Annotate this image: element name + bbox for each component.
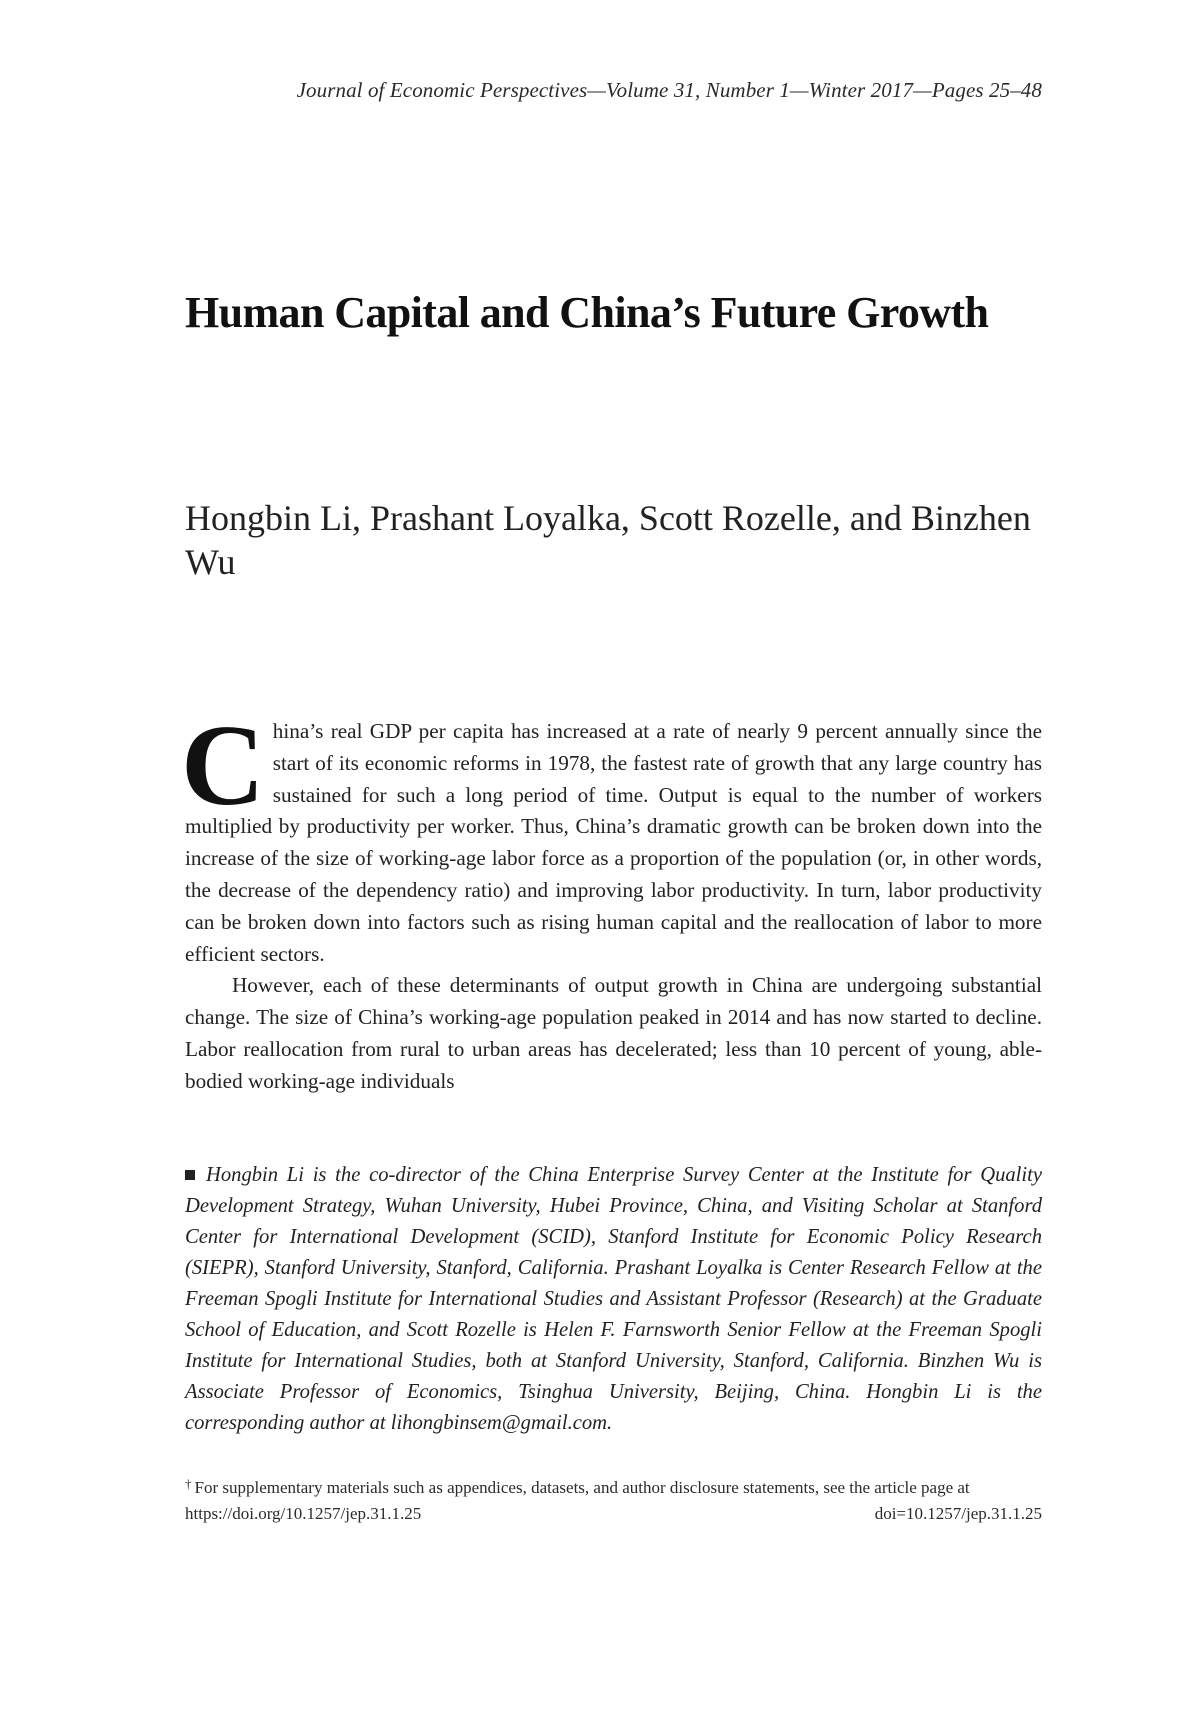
article-url-link[interactable]: https://doi.org/10.1257/jep.31.1.25: [185, 1504, 422, 1523]
doi-row: [185, 1502, 1042, 1526]
square-bullet-icon: [185, 1170, 195, 1180]
author-note-text: Hongbin Li is the co-director of the China Enterprise Survey Center at the Institute for Quality Development Strategy, Wuhan University, Hubei Province, China, and Visiting Scholar at Stanford Center for International Development (SCID), Stanford Institute for Economic Policy Research (SIEPR), Stanford University, Stanford, California. Prashant Loyalka is Center Research Fellow at the Freeman Spogli Institute for International Studies and Assistant Professor (Research) at the Graduate School of Education, and Scott Rozelle is Helen F. Farnsworth Senior Fellow at the Freeman Spogli Institute for International Studies, both at Stanford University, Stanford, California. Binzhen Wu is Associate Professor of Economics, Tsinghua University, Beijing, China. Hongbin Li is the corresponding author at lihongbinsem@gmail.com.: [185, 1164, 1042, 1434]
body-paragraph-1: [181, 702, 1042, 970]
author-affiliation-note: [185, 1160, 1042, 1439]
author-list: Hongbin Li, Prashant Loyalka, Scott Rozelle, and Binzhen Wu: [185, 498, 1031, 582]
dagger-symbol: †: [185, 1476, 192, 1491]
supplement-note: [185, 1472, 1042, 1526]
drop-cap: C: [181, 702, 265, 830]
article-body: [181, 702, 1042, 1098]
body-paragraph-2: However, each of these determinants of output growth in China are undergoing substantial change. The size of China’s working-age population peaked in 2014 and has now started to decline. Labor reallocation from rural to urban areas has decelerated; less than 10 percent of young, able-bodied working-age individuals: [185, 973, 1042, 1093]
supplement-note-text: [185, 1472, 1042, 1500]
article-title: Human Capital and China’s Future Growth: [185, 288, 989, 337]
running-head: Journal of Economic Perspectives—Volume 31, Number 1—Winter 2017—Pages 25–48: [296, 78, 1042, 102]
doi-label: doi=10.1257/jep.31.1.25: [874, 1504, 1042, 1523]
supplement-text: For supplementary materials such as appendices, datasets, and author disclosure statements, see the article page at: [194, 1478, 970, 1497]
paragraph-1-text: hina’s real GDP per capita has increased at a rate of nearly 9 percent annually since the start of its economic reforms in 1978, the fastest rate of growth that any large country has sustained for such a long period of time. Output is equal to the number of workers multiplied by productivity per worker. Thus, China’s dramatic growth can be broken down into the increase of the size of working-age labor force as a proportion of the population (or, in other words, the decrease of the dependency ratio) and improving labor productivity. In turn, labor productivity can be broken down into factors such as rising human capital and the reallocation of labor to more efficient sectors.: [185, 719, 1042, 966]
